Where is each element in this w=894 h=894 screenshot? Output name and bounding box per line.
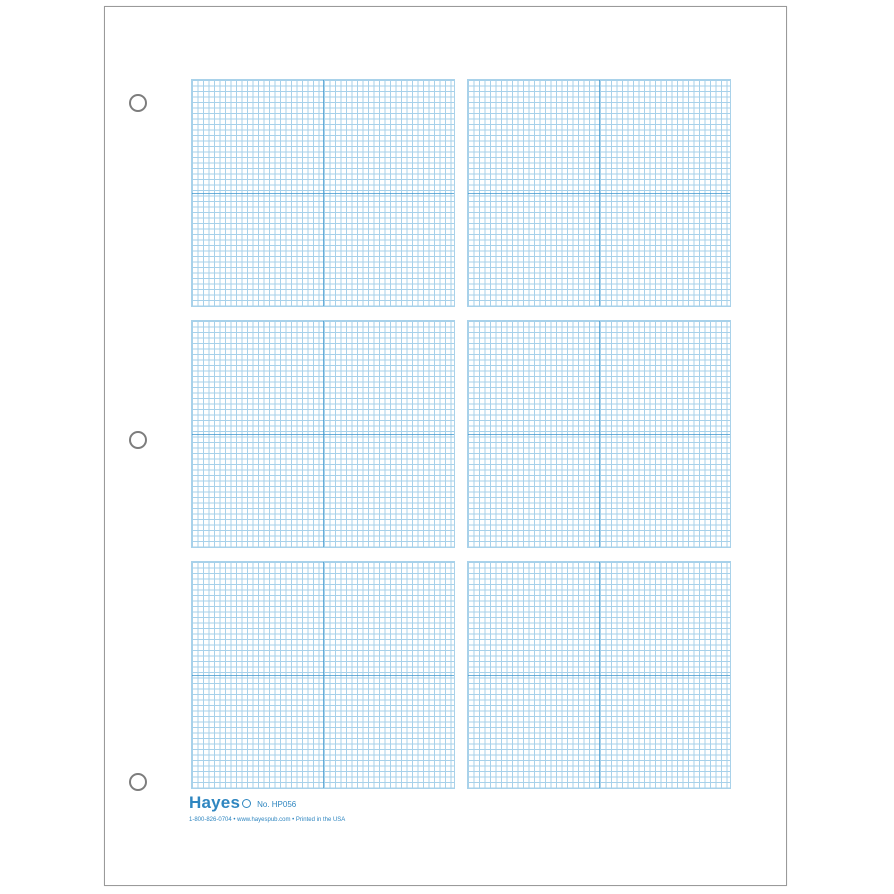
grid-panel-5: [191, 561, 455, 789]
graph-paper-sheet: [104, 6, 787, 886]
punch-hole-icon: [129, 94, 147, 112]
grid-panel-1: [191, 79, 455, 307]
brand-logo: Hayes: [189, 793, 241, 812]
grid-panel-2: [467, 79, 731, 307]
product-number: No. HP056: [257, 800, 297, 809]
punch-hole-icon: [129, 431, 147, 449]
grid-panel-6: [467, 561, 731, 789]
brand-row: [189, 793, 489, 813]
grid-panel-3: [191, 320, 455, 548]
publisher-imprint: [189, 793, 489, 827]
contact-line: 1-800-826-0704 • www.hayespub.com • Printed in the USA: [189, 817, 346, 823]
punch-hole-icon: [129, 773, 147, 791]
brand-mark-icon: [242, 799, 251, 808]
grid-panel-4: [467, 320, 731, 548]
